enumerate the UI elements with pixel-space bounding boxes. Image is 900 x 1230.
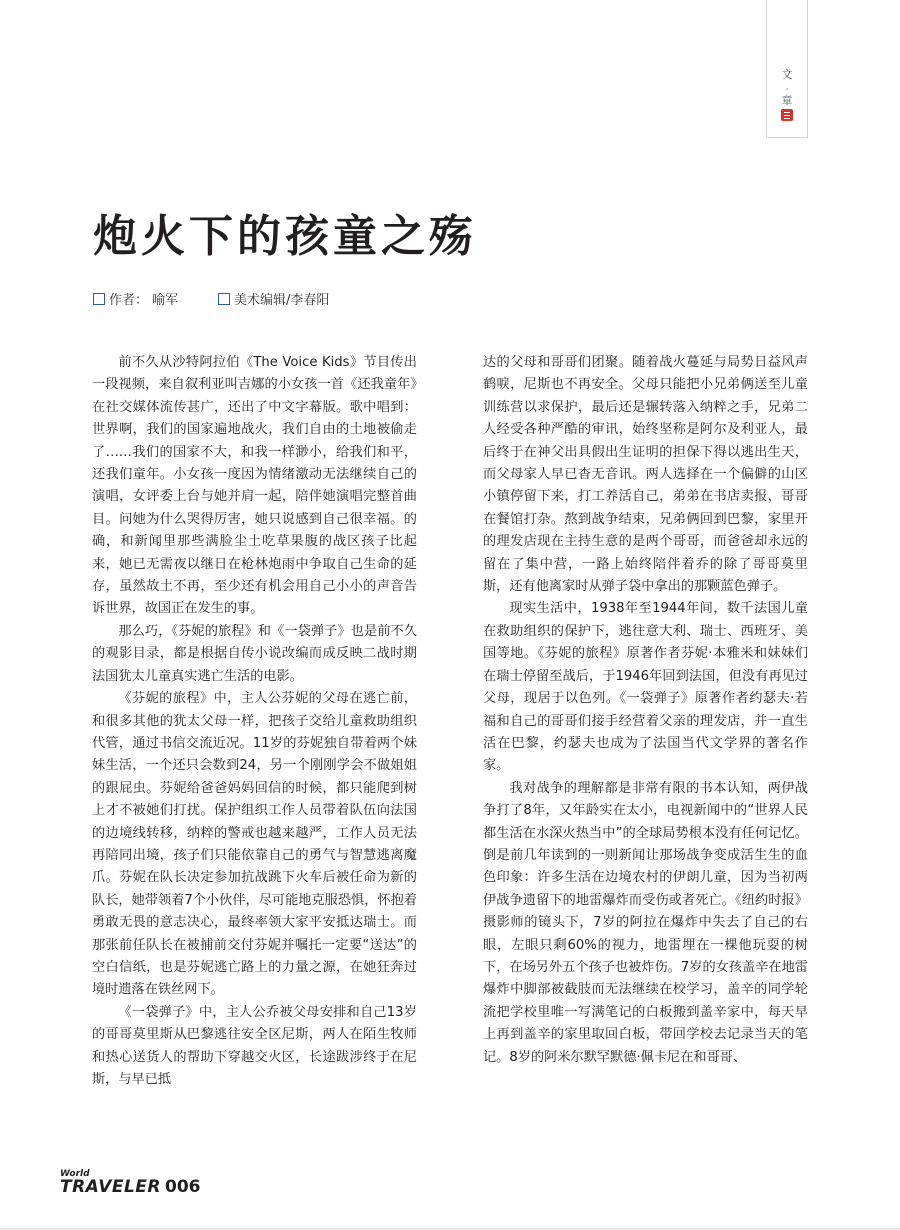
paragraph: 《芬妮的旅程》中，主人公芬妮的父母在逃亡前，和很多其他的犹太父母一样，把孩子交给儿童救助组织代管，通过书信交流近况。11岁的芬妮独自带着两个妹妹生活，一个还只会数到24，另一个刚刚学会不做姐姐的跟屁虫。芬妮给爸爸妈妈回信的时候，都只能爬到树上才不被她们打扰。保护组织工作人员带着队伍向法国的边境线转移，纳粹的警戒也越来越严，工作人员无法再陪同出境，孩子们只能依靠自己的勇气与智慧逃离魔爪。芬妮在队长决定参加抗战跳下火车后被任命为新的队长，她带领着7个小伙伴，尽可能地克服恐惧，怀抱着勇敢无畏的意志决心，最终率领大家平安抵达瑞士。而那张前任队长在被捕前交付芬妮并嘱托一定要“送达”的空白信纸，也是芬妮逃亡路上的力量之源，在她狂奔过境时遗落在铁丝网下。 [92, 691, 417, 998]
paragraph: 我对战争的理解都是非常有限的书本认知，两伊战争打了8年，又年龄实在太小，电视新闻中的“世界人民都生活在水深火热当中”的全球局势根本没有任何记忆。倒是前几年读到的一则新闻让那场战争变成活生生的血色印象：许多生活在边境农村的伊朗儿童，因为当初两伊战争遗留下的地雷爆炸而受伤或者死亡。《纽约时报》摄影师的镜头下，7岁的阿拉在爆炸中失去了自己的右眼，左眼只剩60%的视力，地雷埋在一棵他玩耍的树下，在场另外五个孩子也被炸伤。7岁的女孩盖辛在地雷爆炸中脚部被截肢而无法继续在校学习，盖辛的同学轮流把学校里唯一写满笔记的白板搬到盖辛家中，每天早上再到盖辛的家里取回白板，带回学校去记录当天的笔记。8岁的阿米尔默罕默德·佩卡尼在和哥哥、 [483, 780, 808, 1065]
editor-name: /李春阳 [286, 293, 330, 308]
paragraph: 前不久从沙特阿拉伯《The Voice Kids》节目传出一段视频，来自叙利亚叫吉娜的小女孩一首《还我童年》在社交媒体流传甚广，还出了中文字幕版。歌中唱到：世界啊，我们的国家遍地战火，我们自由的土地被偷走了……我们的国家不大，和我一样渺小，给我们和平，还我们童年。小女孩一度因为情绪激动无法继续自己的演唱，女评委上台与她并肩一起，陪伴她演唱完整首曲目。问她为什么哭得厉害，她只说感到自己很幸福。的确，和新闻里那些满脸尘土吃草果腹的战区孩子比起来，她已无需夜以继日在枪林炮雨中争取自己生命的延存，虽然故土不再，至少还有机会用自己小小的声音告诉世界，故国正在发生的事。 [92, 355, 417, 617]
section-tab-char-2: 章 [781, 94, 793, 107]
author-label: 作者： [109, 293, 149, 308]
footer-folio [60, 1177, 201, 1197]
article-title: 炮火下的孩童之殇 [93, 211, 477, 262]
paragraph: 现实生活中，1938年至1944年间，数千法国儿童在救助组织的保护下，逃往意大利、瑞士、西班牙、美国等地。《芬妮的旅程》原著作者芬妮·本雅米和妹妹们在瑞士停留至战后，于1946年回到法国，但没有再见过父母，现居于以色列。《一袋弹子》原著作者约瑟夫·若福和自己的哥哥们接手经营着父亲的理发店，并一直生活在巴黎，约瑟夫也成为了法国当代文学界的著名作家。 [483, 601, 808, 774]
footer-world: World [60, 1169, 90, 1179]
body-column-right [483, 352, 808, 1069]
section-tab [766, 0, 808, 138]
author-byline [93, 292, 178, 310]
checkbox-square-icon [93, 293, 105, 305]
checkbox-square-icon [218, 293, 230, 305]
paragraph: 那么巧，《芬妮的旅程》和《一袋弹子》也是前不久的观影目录，都是根据自传小说改编而成反映二战时期法国犹太儿童真实逃亡生活的电影。 [92, 623, 417, 684]
page-number: 006 [165, 1177, 201, 1197]
section-tab-char-1: 文 [781, 68, 793, 81]
section-tab-dot: · [785, 85, 789, 95]
paragraph: 《一袋弹子》中，主人公乔被父母安排和自己13岁的哥哥莫里斯从巴黎逃往安全区尼斯，两人在陌生牧师和热心送货人的帮助下穿越交火区，长途跋涉终于在尼斯，与早已抵 [92, 1004, 417, 1087]
author-name: 喻军 [152, 293, 179, 308]
magazine-logo: TRAVELER [60, 1177, 161, 1197]
editor-byline [218, 292, 329, 310]
body-column-left [92, 352, 417, 1091]
paragraph-continued: 达的父母和哥哥们团聚。随着战火蔓延与局势日益风声鹤唳，尼斯也不再安全。父母只能把小兄弟俩送至儿童训练营以求保护，最后还是辗转落入纳粹之手，兄弟二人经受各种严酷的审讯，始终坚称是阿尔及利亚人，最后终于在神父出具假出生证明的担保下得以逃出生天，而父母家人早已杳无音讯。两人选择在一个偏僻的山区小镇停留下来，打工养活自己，弟弟在书店卖报，哥哥在餐馆打杂。熬到战争结束，兄弟俩回到巴黎，家里开的理发店现在主持生意的是两个哥哥，而爸爸却永远的留在了集中营，一路上始终陪伴着乔的除了哥哥莫里斯，还有他离家时从弹子袋中拿出的那颗蓝色弹子。 [483, 355, 808, 595]
editor-label: 美术编辑 [234, 293, 287, 308]
seal-icon [781, 109, 793, 121]
